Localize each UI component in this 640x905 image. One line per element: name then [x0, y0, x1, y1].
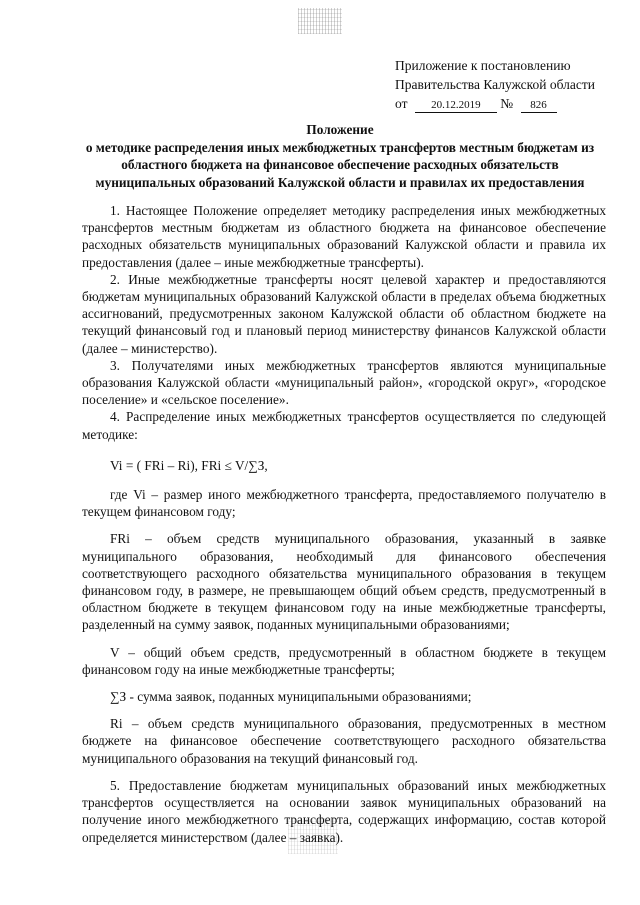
scan-noise-top [298, 8, 342, 34]
paragraph-3: 3. Получателями иных межбюджетных трансфертов являются муниципальные образования Калужской области «муниципальный район», «городской округ», «городское поселение» и «сельское поселение». [82, 357, 606, 408]
number-label: № [500, 96, 514, 111]
title-heading: Положение [306, 122, 374, 137]
appendix-block [395, 56, 620, 113]
paragraph-ri: Ri – объем средств муниципального образования, предусмотренных в местном бюджете на финансовое обеспечение соответствующего расходного обязательства муниципального образования на текущий финансовый год. [82, 716, 606, 766]
resolution-number: 826 [521, 98, 557, 113]
appendix-date-line [395, 94, 620, 113]
paragraph-sum: ∑З - сумма заявок, поданных муниципальными образованиями; [110, 689, 472, 705]
from-label: от [395, 96, 408, 111]
paragraph-v: V – общий объем средств, предусмотренный в областном бюджете в текущем финансовом году на иные межбюджетные трансферты; [82, 644, 606, 677]
paragraph-fri: FRi – объем средств муниципального образования, указанный в заявке муниципального образования, необходимый для финансового обеспечения соответствующего расходного обязательства муниципального образования в текущем финансовом году, в размере, не превышающем общий объем средств, предусмотренный в областном бюджете в текущем финансовом году на иные межбюджетные трансферты, разделенный на сумму заявок, поданных муниципальными образованиями; [82, 531, 606, 633]
title-subtitle: о методике распределения иных межбюджетных трансфертов местным бюджетам из областного бюджета на финансовое обеспечение расходных обязательств муниципальных образований Калужской области и правилах их предоставления [85, 139, 595, 190]
paragraph-2: 2. Иные межбюджетные трансферты носят целевой характер и предоставляются бюджетам муниципальных образований Калужской области в пределах объема бюджетных ассигнований, предусмотренных законом Калужской области об областном бюджете на текущий финансовый год и плановый период министерству финансов Калужской области (далее – министерство). [82, 271, 606, 356]
appendix-line-1: Приложение к постановлению [395, 58, 571, 73]
paragraph-4: 4. Распределение иных межбюджетных трансфертов осуществляется по следующей методике: [82, 409, 606, 442]
paragraph-1: 1. Настоящее Положение определяет методику распределения иных межбюджетных трансфертов местным бюджетам из областного бюджета на финансовое обеспечение расходных обязательств муниципальных образований Калужской области и правила их предоставления (далее – иные межбюджетные трансферты). [82, 203, 606, 270]
document-title [72, 121, 608, 191]
paragraph-vi: где Vi – размер иного межбюджетного трансферта, предоставляемого получателю в текущем финансовом году; [82, 487, 606, 520]
resolution-date: 20.12.2019 [415, 98, 497, 113]
formula: Vi = ( FRi – Ri), FRi ≤ V/∑З, [110, 457, 268, 473]
scan-noise-bottom [288, 818, 338, 854]
appendix-line-2: Правительства Калужской области [395, 77, 596, 92]
paragraph-5: 5. Предоставление бюджетам муниципальных образований иных межбюджетных трансфертов осуществляется на основании заявок муниципальных образований на получение иного межбюджетного трансферта, содержащих информацию, состав которой определяется министерством (далее – заявка). [82, 777, 606, 845]
document-body [82, 202, 606, 846]
